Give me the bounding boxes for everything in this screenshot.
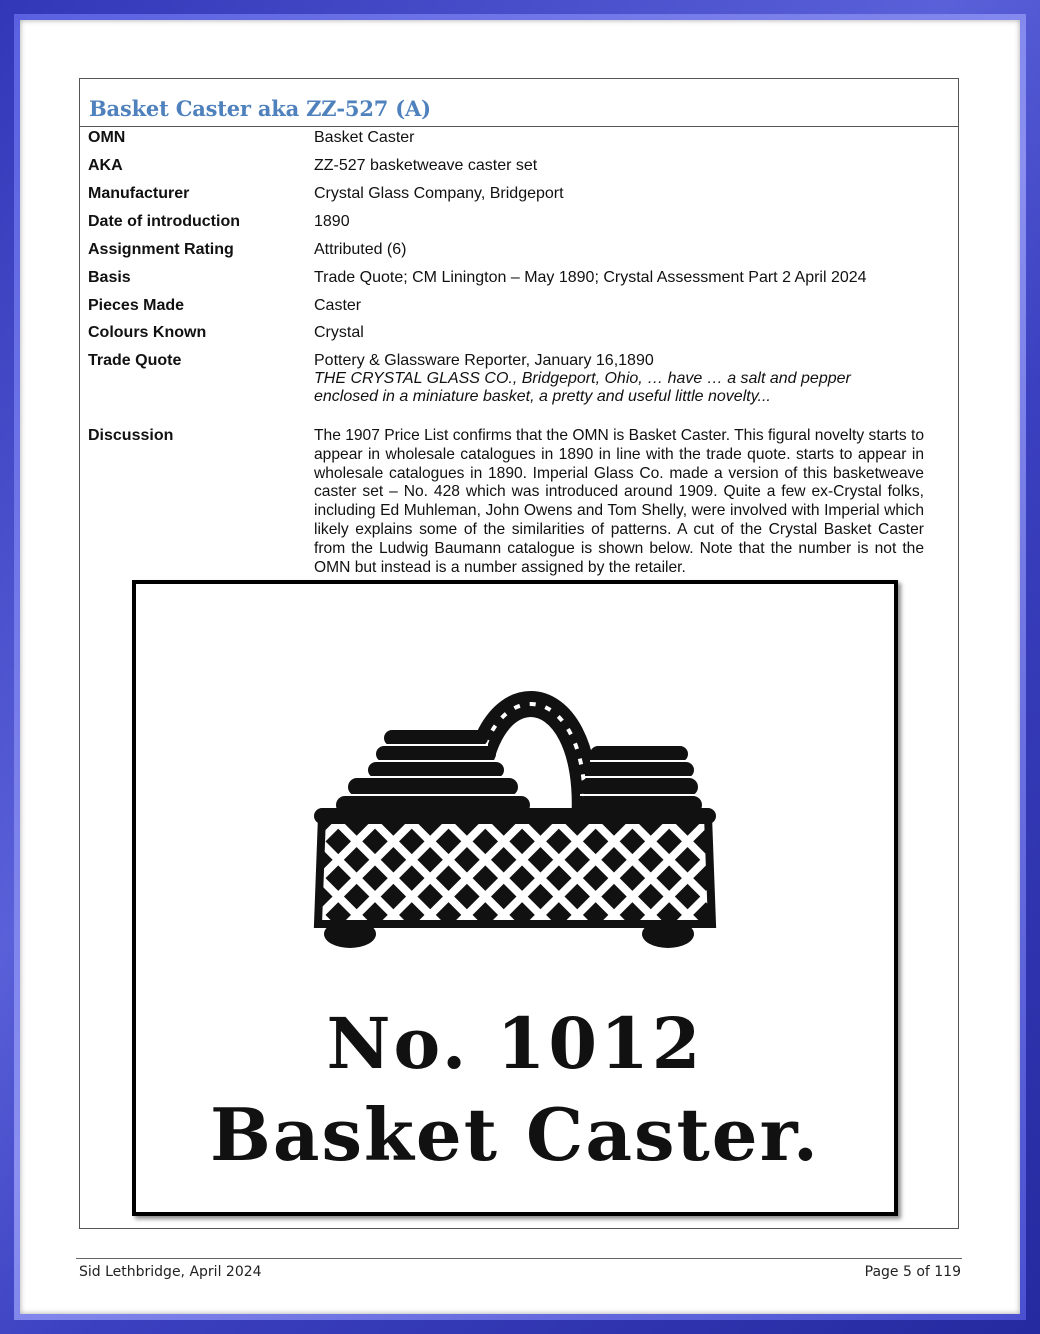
right-shaker [576, 746, 702, 814]
illustration-number: No. 1012 [326, 1002, 704, 1085]
basket-foot [324, 920, 376, 948]
discussion-text: The 1907 Price List confirms that the OMN is Basket Caster. This figural novelty starts to appear in wholesale catalogues in 1890 in line with the trade quote. starts to appear in wholesale catalogues in 1890. Imperial Glass Co. made a version of this basketweave caster set – No. 428 which was introduced around 1909. Quite a few ex-Crystal folks, including Ed Muhleman, John Owens and Tom Shelly, were involved with Imperial which likely explains some of the similarities of patterns. A cut of the Crystal Basket Caster from the Ludwig Baumann catalogue is shown below. Note that the number is not the OMN but instead is a number assigned by the retailer. [314, 427, 924, 576]
basket-foot [642, 920, 694, 948]
footer-author: Sid Lethbridge, April 2024 [79, 1264, 262, 1280]
field-value: 1890 [314, 213, 350, 230]
basket-caster-drawing [136, 584, 894, 1004]
document-title: Basket Caster aka ZZ-527 (A) [89, 96, 431, 121]
field-label: AKA [88, 157, 123, 174]
trade-quote-line: THE CRYSTAL GLASS CO., Bridgeport, Ohio, … have … a salt and pepper [314, 370, 851, 387]
field-value: Attributed (6) [314, 241, 407, 258]
field-value: Trade Quote; CM Linington – May 1890; Crystal Assessment Part 2 April 2024 [314, 269, 867, 286]
field-label: Pieces Made [88, 297, 185, 314]
field-label: Trade Quote [88, 352, 182, 369]
field-value: Basket Caster [314, 129, 415, 146]
basket-body [318, 816, 712, 924]
field-label: Assignment Rating [88, 241, 234, 258]
field-value: ZZ-527 basketweave caster set [314, 157, 538, 174]
field-label: Date of introduction [88, 213, 240, 230]
field-label: Manufacturer [88, 185, 190, 202]
catalogue-illustration [132, 580, 898, 1216]
field-label: Discussion [88, 427, 174, 444]
left-shaker [336, 730, 530, 814]
trade-quote-line: enclosed in a miniature basket, a pretty and useful little novelty... [314, 388, 771, 405]
document-page [20, 20, 1020, 1314]
footer-divider [76, 1258, 962, 1259]
trade-quote-source: Pottery & Glassware Reporter, January 16,1890 [314, 352, 654, 369]
trade-quote-value [314, 352, 928, 406]
illustration-name: Basket Caster. [209, 1092, 820, 1177]
field-label: Basis [88, 269, 131, 286]
title-divider [80, 126, 958, 127]
content-box [79, 78, 959, 1229]
field-value: Crystal Glass Company, Bridgeport [314, 185, 564, 202]
field-label: OMN [88, 129, 126, 146]
field-label: Colours Known [88, 324, 207, 341]
field-value: Caster [314, 297, 362, 314]
footer-page-number: Page 5 of 119 [864, 1264, 961, 1280]
field-value: Crystal [314, 324, 364, 341]
